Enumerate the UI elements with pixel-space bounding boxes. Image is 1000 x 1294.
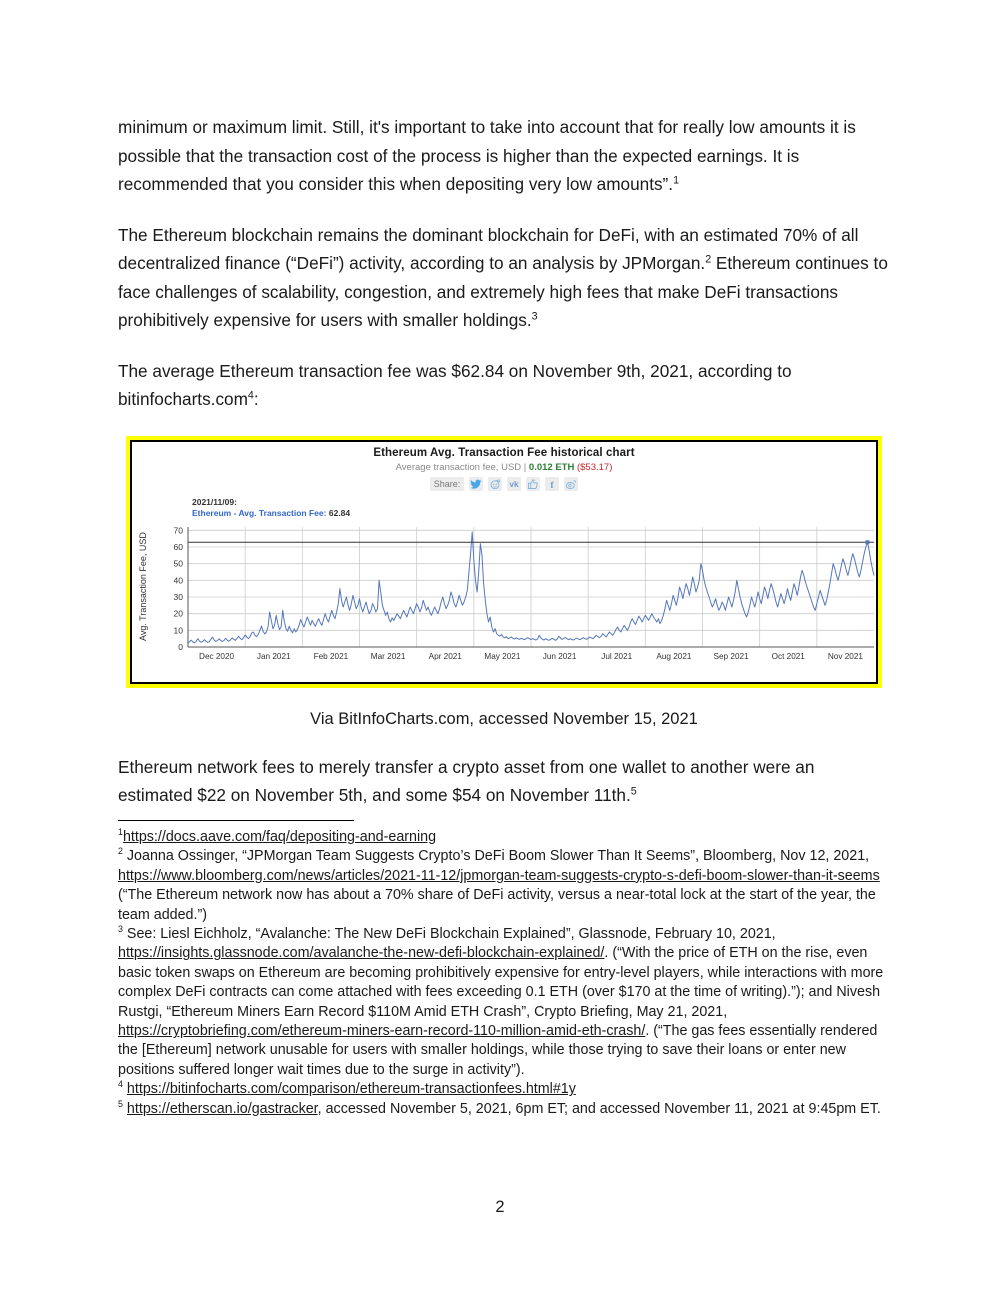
chart-figure [118, 436, 890, 729]
vk-icon[interactable] [507, 477, 521, 491]
figure-caption: Via BitInfoCharts.com, accessed November 15, 2021 [310, 709, 698, 728]
share-label: Share: [430, 477, 465, 491]
page-number: 2 [495, 1198, 505, 1216]
svg-text:Apr 2021: Apr 2021 [428, 651, 462, 661]
svg-text:70: 70 [173, 524, 183, 535]
footnote-text: , accessed November 5, 2021, 6pm ET; and accessed November 11, 2021 at 9:45pm ET. [317, 1100, 881, 1117]
footnote-2 [118, 847, 896, 925]
svg-text:f: f [550, 479, 554, 490]
footnote-3 [118, 925, 896, 1080]
chart-subtitle [132, 462, 876, 473]
weibo-icon[interactable] [564, 477, 578, 491]
footnote-ref-2[interactable]: 2 [705, 253, 712, 266]
footnote-ref-5[interactable]: 5 [630, 785, 637, 798]
svg-text:Oct 2021: Oct 2021 [771, 651, 805, 661]
footnote-link[interactable]: https://insights.glassnode.com/avalanche-the-new-defi-blockchain-explained/ [118, 945, 605, 962]
svg-text:Mar 2021: Mar 2021 [370, 651, 406, 661]
svg-text:Jun 2021: Jun 2021 [542, 651, 577, 661]
thumbs-up-icon[interactable] [526, 477, 540, 491]
footnote-text: See: Liesl Eichholz, “Avalanche: The New DeFi Blockchain Explained”, Glassnode, February 10, 2021, [122, 926, 776, 943]
svg-text:May 2021: May 2021 [484, 651, 521, 661]
footnote-link[interactable]: https://docs.aave.com/faq/depositing-and-earning [122, 829, 437, 845]
footnote-marker: 2 [118, 846, 123, 857]
y-axis-label: Avg. Transaction Fee, USD [138, 532, 148, 641]
svg-text:Dec 2020: Dec 2020 [199, 651, 235, 661]
svg-text:20: 20 [173, 608, 183, 619]
svg-text:10: 10 [173, 624, 183, 635]
svg-text:Jul 2021: Jul 2021 [601, 651, 633, 661]
bitinfocharts-chart [130, 440, 878, 684]
svg-text:40: 40 [173, 574, 183, 585]
svg-text:60: 60 [173, 541, 183, 552]
footnote-text: . (“With the price of ETH on the rise, even basic token swaps on Ethereum are becoming prohibitively expensive for entry-level players, while interactions with more complex DeFi contracts can come attached with fees exceeding 0.1 ETH (over $170 at the time of writing).”); and Nivesh Rustgi, “Ethereum Miners Earn Record $110M Amid ETH Crash”, Crypto Briefing, May 21, 2021, [118, 945, 884, 1020]
chart-highlight-border [126, 436, 882, 688]
chart-subtitle-usd: ($53.17) [576, 461, 613, 473]
facebook-icon[interactable] [545, 477, 559, 491]
svg-text:50: 50 [173, 558, 183, 569]
footnote-4 [118, 1080, 896, 1099]
footnote-list [118, 828, 896, 1119]
footnote-link[interactable]: https://www.bloomberg.com/news/articles/2021-11-12/jpmorgan-team-suggests-crypto-s-defi-boom-slower-than-it-seems [118, 867, 880, 884]
footnote-link[interactable]: https://etherscan.io/gastracker [126, 1100, 318, 1117]
twitter-icon[interactable] [469, 477, 483, 491]
footnote-link[interactable]: https://cryptobriefing.com/ethereum-miners-earn-record-110-million-amid-eth-crash/ [118, 1023, 646, 1040]
footnote-marker: 3 [118, 924, 123, 935]
svg-text:Feb 2021: Feb 2021 [313, 651, 349, 661]
chart-title: Ethereum Avg. Transaction Fee historical chart [373, 446, 635, 459]
svg-text:0: 0 [178, 641, 183, 652]
svg-text:vk: vk [509, 479, 519, 489]
footnote-text: . (“The gas fees essentially rendered the [Ethereum] network unusable for users with smaller holdings, while those trying to save their loans or enter new positions suffered longer wait times due to the surge in activity”). [118, 1023, 878, 1078]
footnote-marker: 1 [118, 827, 123, 838]
paragraph-4: Ethereum network fees to merely transfer a crypto asset from one wallet to another were an estimated $22 on November 5th, and some $54 on November 11th.$^5$ [118, 756, 815, 805]
footnote-separator [118, 820, 354, 821]
tooltip-value: 62.84 [328, 507, 351, 518]
footnotes-section [118, 820, 896, 1119]
chart-subtitle-prefix: Average transaction fee, USD | [395, 461, 529, 473]
page-body [118, 113, 890, 832]
svg-text:Aug 2021: Aug 2021 [656, 651, 692, 661]
chart-svg [154, 493, 878, 665]
footnote-ref-4[interactable]: 4 [247, 389, 254, 402]
footnote-1 [118, 828, 896, 847]
svg-text:30: 30 [173, 591, 183, 602]
svg-text:Nov 2021: Nov 2021 [827, 651, 863, 661]
chart-plot-area [132, 493, 876, 665]
reddit-icon[interactable] [488, 477, 502, 491]
tooltip-date: 2021/11/09: [192, 496, 237, 507]
svg-text:Sep 2021: Sep 2021 [713, 651, 749, 661]
footnote-marker: 4 [118, 1079, 123, 1090]
footnote-5 [118, 1100, 896, 1119]
paragraph-1: minimum or maximum limit. Still, it's important to take into account that for really low amounts it is possible that the transaction cost of the process is higher than the expected earnings. It is recommended that you consider this when depositing very low amounts”.$^1$ [118, 117, 856, 194]
footnote-marker: 5 [118, 1098, 123, 1109]
chart-tooltip: 2021/11/09: Ethereum - Avg. Transaction Fee: 62.84 [192, 496, 351, 518]
footnote-text: Joanna Ossinger, “JPMorgan Team Suggests Crypto’s DeFi Boom Slower Than It Seems”, Bloomberg, Nov 12, 2021, [122, 848, 870, 865]
paragraph-2: The Ethereum blockchain remains the dominant blockchain for DeFi, with an estimated 70% of all decentralized finance (“DeFi”) activity, according to an analysis by JPMorgan.$^2$ Ethereum continues to face challenges of scalability, congestion, and extremely high fees that make DeFi transactions prohibitively expensive for users with smaller holdings.$^3$ [118, 224, 888, 330]
paragraph-3: The average Ethereum transaction fee was $62.84 on November 9th, 2021, according to bitinfocharts.com$^4$: [118, 360, 792, 409]
chart-subtitle-eth: 0.012 ETH [528, 461, 575, 473]
footnote-ref-1[interactable]: 1 [673, 174, 679, 187]
footnote-link[interactable]: https://bitinfocharts.com/comparison/ethereum-transactionfees.html#1y [126, 1081, 576, 1098]
footnote-text: (“The Ethereum network now has about a 70% share of DeFi activity, versus a near-total lock at the start of the year, the team added.”) [118, 887, 876, 923]
share-row [132, 477, 876, 491]
svg-text:Jan 2021: Jan 2021 [256, 651, 291, 661]
tooltip-series-label: Ethereum - Avg. Transaction Fee [192, 507, 324, 518]
footnote-ref-3[interactable]: 3 [531, 310, 538, 323]
